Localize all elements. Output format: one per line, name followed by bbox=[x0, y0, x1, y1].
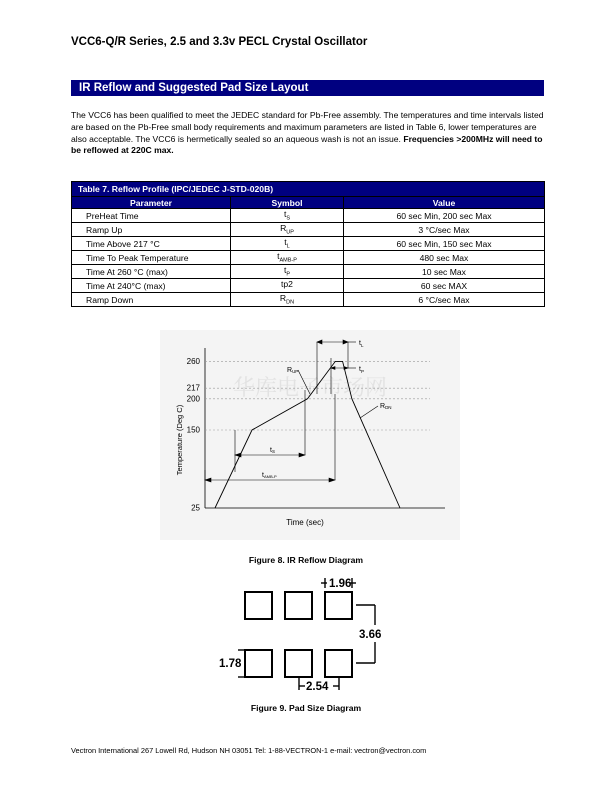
cell-symbol: tp2 bbox=[231, 279, 344, 293]
footer-contact: Vectron International 267 Lowell Rd, Hudson NH 03051 Tel: 1-88-VECTRON-1 e-mail: vectron@vectron.com bbox=[71, 746, 427, 755]
dimension-lines bbox=[238, 578, 375, 690]
y-axis-label: Temperature (Deg C) bbox=[175, 404, 184, 476]
pad-width-label: 1.96 bbox=[329, 578, 352, 590]
cell-parameter: PreHeat Time bbox=[72, 209, 231, 223]
ts-label: tS bbox=[270, 447, 275, 454]
pad-top-1 bbox=[245, 592, 272, 619]
table-row bbox=[72, 223, 545, 237]
pad-bottom-3 bbox=[325, 650, 352, 677]
cell-value: 60 sec Min, 200 sec Max bbox=[344, 209, 545, 223]
pad-height-label: 1.78 bbox=[219, 658, 242, 670]
cell-symbol: $R_{DN}$ bbox=[231, 293, 344, 307]
pad-diagram bbox=[215, 570, 395, 700]
page-title: VCC6-Q/R Series, 2.5 and 3.3v PECL Crystal Oscillator bbox=[71, 36, 368, 48]
cell-parameter: Time At 240°C (max) bbox=[72, 279, 231, 293]
header-value: Value bbox=[344, 197, 545, 209]
table-row bbox=[72, 209, 545, 223]
header-symbol: Symbol bbox=[231, 197, 344, 209]
x-axis-label: Time (sec) bbox=[286, 518, 324, 527]
intro-paragraph bbox=[71, 110, 546, 157]
cell-symbol: $t_S$ bbox=[231, 209, 344, 223]
intro-text: The VCC6 has been qualified to meet the JEDEC standard for Pb-Free assembly. The temperatures and time intervals listed are based on the Pb-Free small body requirements and maximum parameters are listed in Table 6, lower temperatures are also acceptable. The VCC6 is hermetically sealed so an aqueous wash is not an issue. bbox=[71, 110, 544, 144]
tl-label: $t_L$ bbox=[359, 340, 364, 348]
cell-symbol: $R_{UP}$ bbox=[231, 223, 344, 237]
cell-value: 480 sec Max bbox=[344, 251, 545, 265]
y-tick-label: 150 bbox=[186, 425, 200, 435]
cell-value: 60 sec MAX bbox=[344, 279, 545, 293]
header-parameter: Parameter bbox=[72, 197, 231, 209]
tamb-label: tAMB-P bbox=[262, 472, 277, 479]
pad-figure-caption: Figure 9. Pad Size Diagram bbox=[250, 703, 362, 713]
table-row bbox=[72, 265, 545, 279]
pad-bottom-1 bbox=[245, 650, 272, 677]
table-row bbox=[72, 251, 545, 265]
tp-label: $t_P$ bbox=[359, 366, 364, 374]
reflow-chart bbox=[160, 330, 460, 545]
cell-parameter: Time At 260 °C (max) bbox=[72, 265, 231, 279]
cell-parameter: Time To Peak Temperature bbox=[72, 251, 231, 265]
pad-bottom-2 bbox=[285, 650, 312, 677]
reflow-profile-table bbox=[71, 181, 545, 307]
intro-bold-note: Frequencies >200MHz will need to be reflowed at 220C max. bbox=[71, 133, 543, 156]
y-tick-label: 25 bbox=[191, 503, 200, 513]
dimension-labels bbox=[219, 578, 381, 693]
pads bbox=[245, 592, 352, 677]
y-tick-label: 260 bbox=[186, 356, 200, 366]
section-heading: IR Reflow and Suggested Pad Size Layout bbox=[71, 80, 544, 96]
table-row bbox=[72, 237, 545, 251]
cell-parameter: Ramp Up bbox=[72, 223, 231, 237]
table-row bbox=[72, 279, 545, 293]
pitch-label: 2.54 bbox=[306, 681, 329, 693]
cell-parameter: Ramp Down bbox=[72, 293, 231, 307]
reflow-chart-svg bbox=[160, 330, 460, 540]
watermark-text: 华库电子市场网 bbox=[232, 375, 388, 400]
table-caption: Table 7. Reflow Profile (IPC/JEDEC J-STD-020B) bbox=[72, 182, 545, 197]
y-tick-label: 217 bbox=[186, 383, 200, 393]
cell-parameter: Time Above 217 °C bbox=[72, 237, 231, 251]
reflow-figure-caption: Figure 8. IR Reflow Diagram bbox=[248, 555, 364, 565]
cell-value: 10 sec Max bbox=[344, 265, 545, 279]
cell-symbol: $t_L$ bbox=[231, 237, 344, 251]
cell-symbol: $t_P$ bbox=[231, 265, 344, 279]
pad-diagram-svg bbox=[215, 570, 395, 695]
pad-top-3 bbox=[325, 592, 352, 619]
cell-value: 60 sec Min, 150 sec Max bbox=[344, 237, 545, 251]
cell-value: 6 °C/sec Max bbox=[344, 293, 545, 307]
table-row bbox=[72, 293, 545, 307]
y-tick-label: 200 bbox=[186, 394, 200, 404]
rup-label: RUP bbox=[287, 367, 299, 374]
cell-symbol: $t_{AMB-P}$ bbox=[231, 251, 344, 265]
pad-top-2 bbox=[285, 592, 312, 619]
rdn-label: RDN bbox=[380, 403, 392, 410]
row-spacing-label: 3.66 bbox=[359, 629, 382, 641]
cell-value: 3 °C/sec Max bbox=[344, 223, 545, 237]
